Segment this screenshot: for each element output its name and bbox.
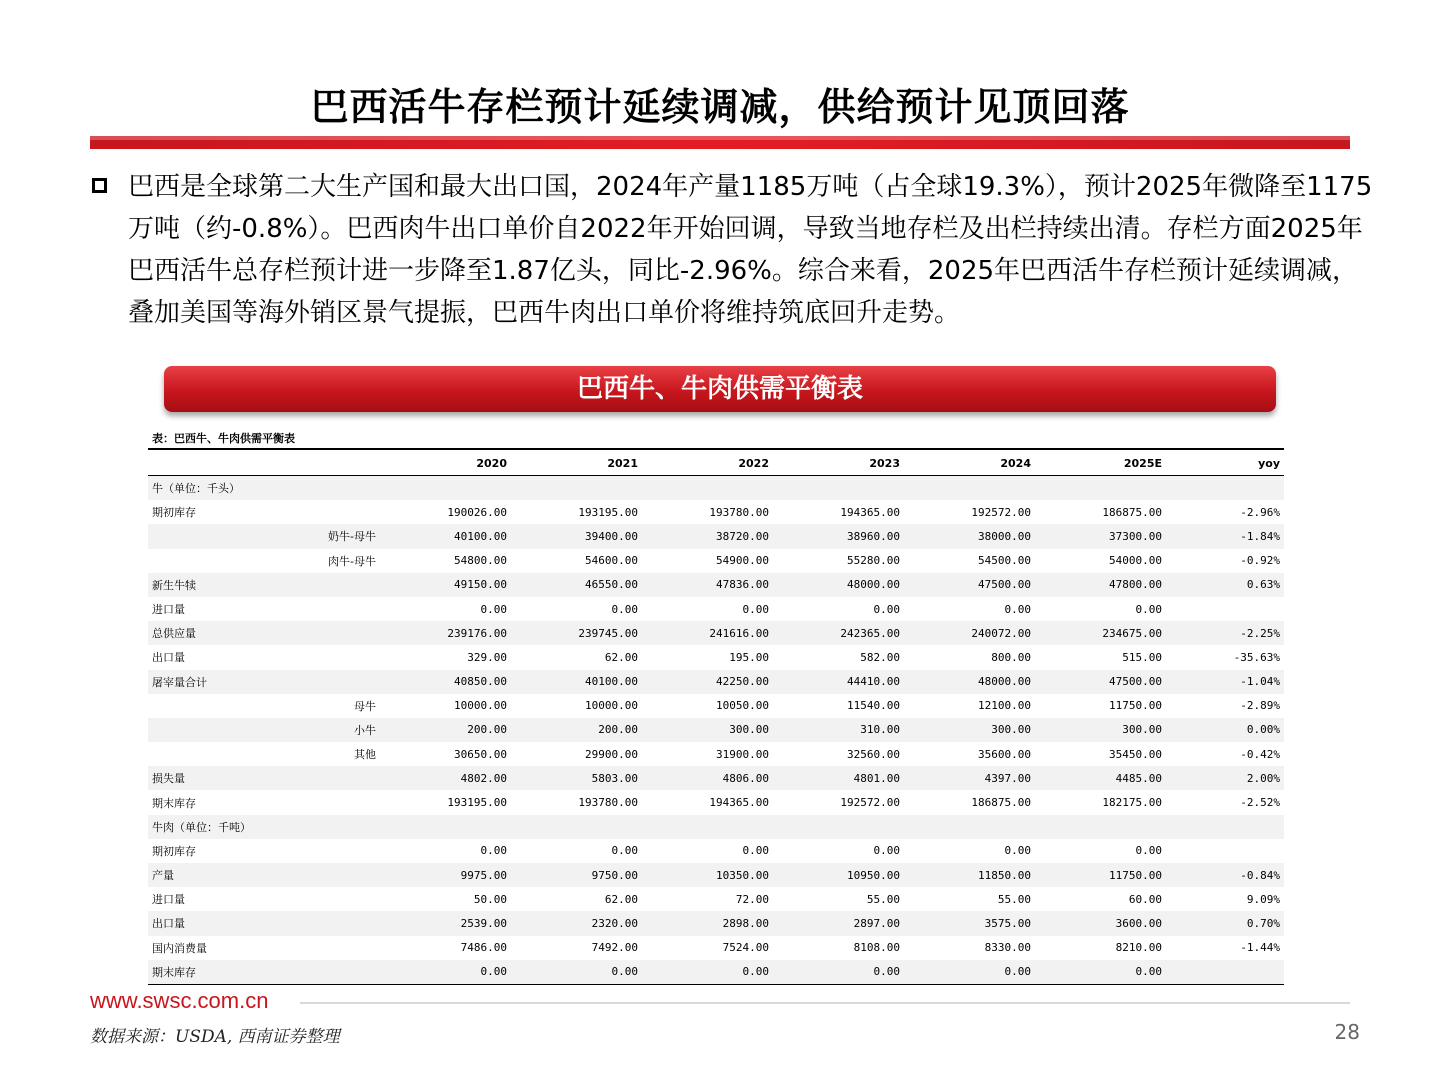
table-cell bbox=[380, 476, 511, 501]
table-cell: 0.00 bbox=[904, 597, 1035, 621]
table-cell: 194365.00 bbox=[773, 500, 904, 524]
table-cell bbox=[1166, 839, 1284, 863]
table-row bbox=[148, 790, 1284, 814]
table-cell: 54000.00 bbox=[1035, 549, 1166, 573]
table-cell: 300.00 bbox=[642, 718, 773, 742]
table-cell bbox=[642, 476, 773, 501]
row-sublabel bbox=[258, 476, 380, 501]
table-cell: 47500.00 bbox=[904, 573, 1035, 597]
table-cell: 0.00 bbox=[511, 960, 642, 984]
row-sublabel bbox=[258, 500, 380, 524]
table-header-row bbox=[148, 451, 1284, 476]
title-divider-bar bbox=[90, 136, 1350, 149]
table-cell: 234675.00 bbox=[1035, 621, 1166, 645]
table-cell: 8330.00 bbox=[904, 936, 1035, 960]
table-cell: 60.00 bbox=[1035, 887, 1166, 911]
table-section-row bbox=[148, 815, 1284, 839]
table-cell: -2.52% bbox=[1166, 790, 1284, 814]
table-cell: 200.00 bbox=[511, 718, 642, 742]
table-cell: 47836.00 bbox=[642, 573, 773, 597]
row-sublabel: 肉牛-母牛 bbox=[258, 549, 380, 573]
row-sublabel: 母牛 bbox=[258, 694, 380, 718]
row-sublabel bbox=[258, 573, 380, 597]
table-cell: 515.00 bbox=[1035, 645, 1166, 669]
row-label: 牛（单位：千头） bbox=[148, 476, 258, 501]
table-cell: 0.00 bbox=[380, 839, 511, 863]
table-cell: 0.00 bbox=[1035, 597, 1166, 621]
supply-demand-table bbox=[148, 451, 1284, 984]
table-cell: 2898.00 bbox=[642, 911, 773, 935]
row-sublabel bbox=[258, 911, 380, 935]
table-cell: 4802.00 bbox=[380, 766, 511, 790]
table-cell: 4485.00 bbox=[1035, 766, 1166, 790]
table-cell: 194365.00 bbox=[642, 790, 773, 814]
page-title: 巴西活牛存栏预计延续调减，供给预计见顶回落 bbox=[310, 85, 1130, 129]
table-row bbox=[148, 887, 1284, 911]
table-cell: 54600.00 bbox=[511, 549, 642, 573]
table-cell: 11750.00 bbox=[1035, 863, 1166, 887]
row-sublabel bbox=[258, 766, 380, 790]
table-caption: 表：巴西牛、牛肉供需平衡表 bbox=[152, 432, 295, 445]
table-cell: 38960.00 bbox=[773, 524, 904, 548]
table-cell: 3575.00 bbox=[904, 911, 1035, 935]
table-cell: 7524.00 bbox=[642, 936, 773, 960]
table-cell: 4806.00 bbox=[642, 766, 773, 790]
table-cell: 800.00 bbox=[904, 645, 1035, 669]
table-cell bbox=[511, 815, 642, 839]
table-row bbox=[148, 863, 1284, 887]
row-label bbox=[148, 742, 258, 766]
row-sublabel bbox=[258, 815, 380, 839]
table-cell: 40100.00 bbox=[380, 524, 511, 548]
table-header-cell bbox=[258, 451, 380, 476]
table-cell bbox=[1166, 960, 1284, 984]
table-header-cell: 2024 bbox=[904, 451, 1035, 476]
row-sublabel: 奶牛-母牛 bbox=[258, 524, 380, 548]
table-cell: 8210.00 bbox=[1035, 936, 1166, 960]
table-cell: 0.00% bbox=[1166, 718, 1284, 742]
row-sublabel bbox=[258, 790, 380, 814]
table-cell: -0.84% bbox=[1166, 863, 1284, 887]
table-cell: 582.00 bbox=[773, 645, 904, 669]
table-cell: 193195.00 bbox=[511, 500, 642, 524]
row-sublabel bbox=[258, 887, 380, 911]
table-row bbox=[148, 645, 1284, 669]
table-cell: 47800.00 bbox=[1035, 573, 1166, 597]
table-cell: 7486.00 bbox=[380, 936, 511, 960]
table-cell: 192572.00 bbox=[773, 790, 904, 814]
table-cell: 38000.00 bbox=[904, 524, 1035, 548]
row-label: 期初库存 bbox=[148, 500, 258, 524]
table-cell: -35.63% bbox=[1166, 645, 1284, 669]
table-row bbox=[148, 742, 1284, 766]
table-cell: 11750.00 bbox=[1035, 694, 1166, 718]
table-cell: 9750.00 bbox=[511, 863, 642, 887]
table-cell: 0.00 bbox=[380, 960, 511, 984]
row-label: 进口量 bbox=[148, 887, 258, 911]
table-cell: 47500.00 bbox=[1035, 670, 1166, 694]
table-cell: 193780.00 bbox=[642, 500, 773, 524]
row-sublabel bbox=[258, 621, 380, 645]
row-sublabel bbox=[258, 839, 380, 863]
table-row bbox=[148, 621, 1284, 645]
table-cell: 62.00 bbox=[511, 645, 642, 669]
table-cell: 37300.00 bbox=[1035, 524, 1166, 548]
table-cell: 31900.00 bbox=[642, 742, 773, 766]
table-cell bbox=[773, 815, 904, 839]
table-cell: 54800.00 bbox=[380, 549, 511, 573]
table-cell: 329.00 bbox=[380, 645, 511, 669]
table-row bbox=[148, 911, 1284, 935]
table-cell: 29900.00 bbox=[511, 742, 642, 766]
table-row bbox=[148, 766, 1284, 790]
table-cell: 2897.00 bbox=[773, 911, 904, 935]
table-cell: 55.00 bbox=[773, 887, 904, 911]
table-cell: 0.70% bbox=[1166, 911, 1284, 935]
row-label: 出口量 bbox=[148, 911, 258, 935]
table-cell: 239745.00 bbox=[511, 621, 642, 645]
table-cell: 11540.00 bbox=[773, 694, 904, 718]
table-cell: 9.09% bbox=[1166, 887, 1284, 911]
table-cell: 10350.00 bbox=[642, 863, 773, 887]
table-cell: 0.00 bbox=[1035, 839, 1166, 863]
row-sublabel: 其他 bbox=[258, 742, 380, 766]
data-source-note: 数据来源：USDA, 西南证券整理 bbox=[90, 1027, 340, 1047]
table-cell: 0.00 bbox=[642, 960, 773, 984]
table-cell: 40850.00 bbox=[380, 670, 511, 694]
table-body bbox=[148, 476, 1284, 984]
table-row bbox=[148, 670, 1284, 694]
table-section-row bbox=[148, 476, 1284, 501]
table-cell: 55280.00 bbox=[773, 549, 904, 573]
table-cell: 7492.00 bbox=[511, 936, 642, 960]
table-cell: 300.00 bbox=[1035, 718, 1166, 742]
row-label bbox=[148, 549, 258, 573]
row-label: 进口量 bbox=[148, 597, 258, 621]
table-cell: 310.00 bbox=[773, 718, 904, 742]
row-sublabel bbox=[258, 670, 380, 694]
table-cell: 2.00% bbox=[1166, 766, 1284, 790]
table-cell: 0.00 bbox=[773, 597, 904, 621]
table-cell: 42250.00 bbox=[642, 670, 773, 694]
table-cell: 32560.00 bbox=[773, 742, 904, 766]
table-cell: 193195.00 bbox=[380, 790, 511, 814]
table-row bbox=[148, 839, 1284, 863]
table-cell: 4801.00 bbox=[773, 766, 904, 790]
table-cell: 40100.00 bbox=[511, 670, 642, 694]
table-cell: 182175.00 bbox=[1035, 790, 1166, 814]
row-label: 牛肉（单位：千吨） bbox=[148, 815, 258, 839]
table-cell bbox=[773, 476, 904, 501]
table-cell: 44410.00 bbox=[773, 670, 904, 694]
table-cell: 0.00 bbox=[1035, 960, 1166, 984]
row-label: 期末库存 bbox=[148, 790, 258, 814]
table-cell bbox=[380, 815, 511, 839]
table-cell: 242365.00 bbox=[773, 621, 904, 645]
row-sublabel bbox=[258, 863, 380, 887]
table-cell bbox=[904, 476, 1035, 501]
table-row bbox=[148, 524, 1284, 548]
table-cell: 0.00 bbox=[511, 839, 642, 863]
row-sublabel: 小牛 bbox=[258, 718, 380, 742]
table-cell: 72.00 bbox=[642, 887, 773, 911]
table-cell bbox=[642, 815, 773, 839]
table-cell: 10950.00 bbox=[773, 863, 904, 887]
row-label: 产量 bbox=[148, 863, 258, 887]
table-cell: 195.00 bbox=[642, 645, 773, 669]
table-cell: 0.00 bbox=[380, 597, 511, 621]
table-cell bbox=[511, 476, 642, 501]
table-cell: 48000.00 bbox=[773, 573, 904, 597]
table-cell: -0.42% bbox=[1166, 742, 1284, 766]
table-cell bbox=[1035, 815, 1166, 839]
table-cell: 0.00 bbox=[773, 839, 904, 863]
row-label: 屠宰量合计 bbox=[148, 670, 258, 694]
table-cell: 10050.00 bbox=[642, 694, 773, 718]
table-cell: 35600.00 bbox=[904, 742, 1035, 766]
table-cell: 35450.00 bbox=[1035, 742, 1166, 766]
table-cell: 11850.00 bbox=[904, 863, 1035, 887]
table-cell: 0.00 bbox=[511, 597, 642, 621]
table-cell: 0.63% bbox=[1166, 573, 1284, 597]
table-cell: 49150.00 bbox=[380, 573, 511, 597]
table-row bbox=[148, 960, 1284, 984]
table-cell: 0.00 bbox=[642, 839, 773, 863]
table-cell: 8108.00 bbox=[773, 936, 904, 960]
table-cell: 54900.00 bbox=[642, 549, 773, 573]
table-cell: 30650.00 bbox=[380, 742, 511, 766]
table-cell: 239176.00 bbox=[380, 621, 511, 645]
table-cell: 192572.00 bbox=[904, 500, 1035, 524]
row-label bbox=[148, 524, 258, 548]
table-cell: -2.96% bbox=[1166, 500, 1284, 524]
table-cell: 186875.00 bbox=[904, 790, 1035, 814]
row-label: 损失量 bbox=[148, 766, 258, 790]
table-cell: 0.00 bbox=[642, 597, 773, 621]
table-cell: 10000.00 bbox=[380, 694, 511, 718]
row-label: 总供应量 bbox=[148, 621, 258, 645]
table-cell: 46550.00 bbox=[511, 573, 642, 597]
row-label: 期初库存 bbox=[148, 839, 258, 863]
table-cell: 39400.00 bbox=[511, 524, 642, 548]
table-cell: 62.00 bbox=[511, 887, 642, 911]
table-cell: 5803.00 bbox=[511, 766, 642, 790]
table-cell: 54500.00 bbox=[904, 549, 1035, 573]
table-cell: 9975.00 bbox=[380, 863, 511, 887]
table-header-cell: yoy bbox=[1166, 451, 1284, 476]
row-sublabel bbox=[258, 597, 380, 621]
row-label: 国内消费量 bbox=[148, 936, 258, 960]
table-cell: 55.00 bbox=[904, 887, 1035, 911]
table-cell: 200.00 bbox=[380, 718, 511, 742]
footer-url: www.swsc.com.cn bbox=[90, 988, 269, 1013]
table-row bbox=[148, 936, 1284, 960]
table-cell: -1.44% bbox=[1166, 936, 1284, 960]
table-cell: -2.25% bbox=[1166, 621, 1284, 645]
table-bottom-rule bbox=[148, 984, 1284, 985]
footer-divider bbox=[300, 1002, 1350, 1004]
table-cell: 241616.00 bbox=[642, 621, 773, 645]
table-header-cell: 2025E bbox=[1035, 451, 1166, 476]
table-cell: -0.92% bbox=[1166, 549, 1284, 573]
row-label: 期末库存 bbox=[148, 960, 258, 984]
table-header-cell: 2022 bbox=[642, 451, 773, 476]
page-number: 28 bbox=[1334, 1020, 1360, 1044]
table-row bbox=[148, 718, 1284, 742]
table-cell: -1.84% bbox=[1166, 524, 1284, 548]
table-cell: 38720.00 bbox=[642, 524, 773, 548]
row-label bbox=[148, 718, 258, 742]
table-cell: 240072.00 bbox=[904, 621, 1035, 645]
row-label: 出口量 bbox=[148, 645, 258, 669]
table-banner: 巴西牛、牛肉供需平衡表 bbox=[164, 366, 1276, 412]
table-cell: 12100.00 bbox=[904, 694, 1035, 718]
table-row bbox=[148, 500, 1284, 524]
table-cell: 0.00 bbox=[773, 960, 904, 984]
square-bullet-icon bbox=[92, 178, 107, 193]
row-sublabel bbox=[258, 645, 380, 669]
table-cell bbox=[904, 815, 1035, 839]
body-paragraph: 巴西是全球第二大生产国和最大出口国，2024年产量1185万吨（占全球19.3%），预计2025年微降至1175万吨（约-0.8%）。巴西肉牛出口单价自2022年开始回调，导致当地存栏及出栏持续出清。存栏方面2025年巴西活牛总存栏预计进一步降至1.87亿头，同比-2.96%。综合来看，2025年巴西活牛存栏预计延续调减，叠加美国等海外销区景气提振，巴西牛肉出口单价将维持筑底回升走势。 bbox=[128, 172, 1373, 328]
table-cell: 2320.00 bbox=[511, 911, 642, 935]
table-top-rule bbox=[148, 448, 1284, 450]
table-cell: 10000.00 bbox=[511, 694, 642, 718]
table-row bbox=[148, 549, 1284, 573]
table-cell: 2539.00 bbox=[380, 911, 511, 935]
table-header-cell: 2021 bbox=[511, 451, 642, 476]
table-cell: 186875.00 bbox=[1035, 500, 1166, 524]
table-cell bbox=[1035, 476, 1166, 501]
table-row bbox=[148, 573, 1284, 597]
table-cell: 4397.00 bbox=[904, 766, 1035, 790]
row-label bbox=[148, 694, 258, 718]
table-cell: -2.89% bbox=[1166, 694, 1284, 718]
table-cell: 0.00 bbox=[904, 960, 1035, 984]
table-cell bbox=[1166, 476, 1284, 501]
table-cell: 300.00 bbox=[904, 718, 1035, 742]
table-cell bbox=[1166, 597, 1284, 621]
table-cell bbox=[1166, 815, 1284, 839]
table-cell: 0.00 bbox=[904, 839, 1035, 863]
row-sublabel bbox=[258, 936, 380, 960]
table-cell: 50.00 bbox=[380, 887, 511, 911]
table-row bbox=[148, 597, 1284, 621]
table-cell: -1.04% bbox=[1166, 670, 1284, 694]
table-cell: 48000.00 bbox=[904, 670, 1035, 694]
table-header-cell: 2023 bbox=[773, 451, 904, 476]
table-cell: 3600.00 bbox=[1035, 911, 1166, 935]
table-cell: 190026.00 bbox=[380, 500, 511, 524]
table-header-cell: 2020 bbox=[380, 451, 511, 476]
table-cell: 193780.00 bbox=[511, 790, 642, 814]
table-row bbox=[148, 694, 1284, 718]
table-header-cell bbox=[148, 451, 258, 476]
row-label: 新生牛犊 bbox=[148, 573, 258, 597]
row-sublabel bbox=[258, 960, 380, 984]
